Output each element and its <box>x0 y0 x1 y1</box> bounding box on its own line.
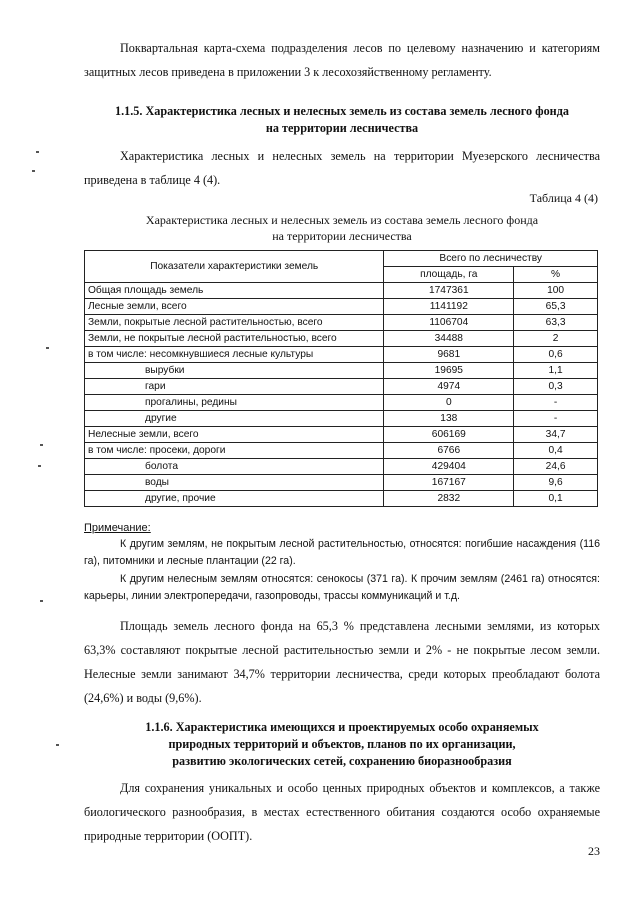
header-area: площадь, га <box>384 267 514 283</box>
section-heading-1-1-5 <box>84 103 600 137</box>
heading-line: развитию экологических сетей, сохранению биоразнообразия <box>172 754 512 768</box>
row-pct: 63,3 <box>514 315 598 331</box>
table-row <box>85 475 598 491</box>
row-area: 2832 <box>384 491 514 507</box>
row-label: другие, прочие <box>85 491 384 507</box>
row-area: 1747361 <box>384 283 514 299</box>
row-label: болота <box>85 459 384 475</box>
row-label: Лесные земли, всего <box>85 299 384 315</box>
section-heading-1-1-6 <box>84 719 600 770</box>
row-pct: - <box>514 411 598 427</box>
land-characteristics-table <box>84 250 598 507</box>
table-label: Таблица 4 (4) <box>529 191 598 205</box>
row-label: Земли, не покрытые лесной растительностью, всего <box>85 331 384 347</box>
row-area: 19695 <box>384 363 514 379</box>
heading-line: 1.1.6. Характеристика имеющихся и проектируемых особо охраняемых <box>145 720 539 734</box>
table-row <box>85 315 598 331</box>
oopt-paragraph: Для сохранения уникальных и особо ценных природных объектов и комплексов, а также биологического разнообразия, в местах естественного обитания создаются особо охраняемые природные территории (ООПТ). <box>84 781 600 843</box>
scan-mark <box>40 600 43 602</box>
note-line-1: К другим землям, не покрытым лесной растительностью, относятся: погибшие насаждения (116 га), питомники и лесные плантации (22 га). <box>84 538 600 567</box>
row-area: 4974 <box>384 379 514 395</box>
row-label: прогалины, редины <box>85 395 384 411</box>
scan-mark <box>40 444 43 446</box>
row-area: 429404 <box>384 459 514 475</box>
area-summary-paragraph: Площадь земель лесного фонда на 65,3 % представлена лесными землями, из которых 63,3% составляют покрытые лесной растительностью земли и 2% - не покрытые лесом земли. Нелесные земли занимают 34,7% территории лесничества, среди которых преобладают болота (24,6%) и воды (9,6%). <box>84 619 600 705</box>
scan-mark <box>56 744 59 746</box>
scan-mark <box>38 465 41 467</box>
row-pct: - <box>514 395 598 411</box>
scan-mark <box>32 170 35 172</box>
row-area: 9681 <box>384 347 514 363</box>
row-area: 1106704 <box>384 315 514 331</box>
page-number: 23 <box>588 844 600 858</box>
row-pct: 0,1 <box>514 491 598 507</box>
table-row <box>85 411 598 427</box>
row-pct: 34,7 <box>514 427 598 443</box>
table-row <box>85 443 598 459</box>
row-label: Общая площадь земель <box>85 283 384 299</box>
row-label: Нелесные земли, всего <box>85 427 384 443</box>
caption-line: на территории лесничества <box>272 229 412 243</box>
table-reference-paragraph: Характеристика лесных и нелесных земель на территории Муезерского лесничества приведена в таблице 4 (4). <box>84 149 600 187</box>
row-pct: 24,6 <box>514 459 598 475</box>
table-row <box>85 299 598 315</box>
table-row <box>85 395 598 411</box>
table-row <box>85 363 598 379</box>
row-pct: 9,6 <box>514 475 598 491</box>
row-pct: 0,6 <box>514 347 598 363</box>
row-pct: 2 <box>514 331 598 347</box>
row-area: 606169 <box>384 427 514 443</box>
row-label: Земли, покрытые лесной растительностью, всего <box>85 315 384 331</box>
table-row <box>85 331 598 347</box>
heading-line: 1.1.5. Характеристика лесных и нелесных земель из состава земель лесного фонда <box>115 104 569 118</box>
header-indicator: Показатели характеристики земель <box>85 251 384 283</box>
scan-mark <box>36 151 39 153</box>
table-caption <box>84 212 600 244</box>
row-area: 0 <box>384 395 514 411</box>
row-area: 6766 <box>384 443 514 459</box>
row-pct: 0,4 <box>514 443 598 459</box>
caption-line: Характеристика лесных и нелесных земель из состава земель лесного фонда <box>145 213 539 227</box>
table-row <box>85 283 598 299</box>
table-row <box>85 347 598 363</box>
note-title: Примечание: <box>84 522 151 534</box>
table-row <box>85 427 598 443</box>
intro-paragraph: Поквартальная карта-схема подразделения лесов по целевому назначению и категориям защитных лесов приведена в приложении 3 к лесохозяйственному регламенту. <box>84 41 600 79</box>
row-pct: 0,3 <box>514 379 598 395</box>
header-pct: % <box>514 267 598 283</box>
row-label: воды <box>85 475 384 491</box>
row-area: 138 <box>384 411 514 427</box>
header-total: Всего по лесничеству <box>384 251 598 267</box>
row-area: 34488 <box>384 331 514 347</box>
row-label: вырубки <box>85 363 384 379</box>
row-pct: 100 <box>514 283 598 299</box>
table-row <box>85 379 598 395</box>
row-area: 1141192 <box>384 299 514 315</box>
row-pct: 65,3 <box>514 299 598 315</box>
table-row <box>85 459 598 475</box>
row-label: гари <box>85 379 384 395</box>
row-pct: 1,1 <box>514 363 598 379</box>
row-area: 167167 <box>384 475 514 491</box>
heading-line: на территории лесничества <box>265 121 419 135</box>
note-line-2: К другим нелесным землям относятся: сенокосы (371 га). К прочим землям (2461 га) относятся: карьеры, линии электропередачи, газопроводы, трассы коммуникаций и т.д. <box>84 573 600 602</box>
table-row <box>85 491 598 507</box>
row-label: другие <box>85 411 384 427</box>
row-label: в том числе: несомкнувшиеся лесные культуры <box>85 347 384 363</box>
heading-line: природных территорий и объектов, планов по их организации, <box>168 737 516 751</box>
scan-mark <box>46 347 49 349</box>
row-label: в том числе: просеки, дороги <box>85 443 384 459</box>
